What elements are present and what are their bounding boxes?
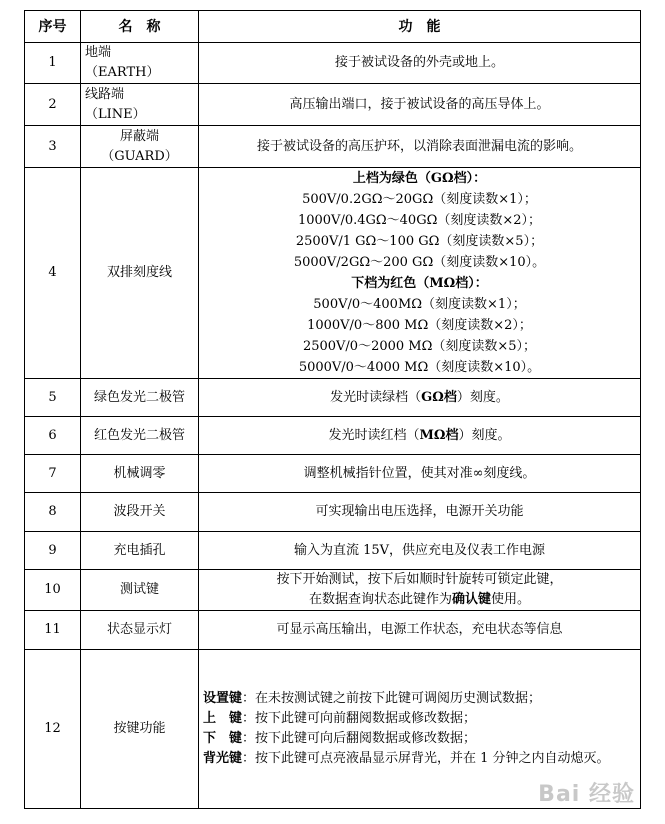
lower-scale-line: 2500V/0～2000 MΩ（刻度读数×5）； (302, 339, 537, 354)
lower-scale-title: 下档为红色（MΩ档）： (351, 276, 488, 291)
row-name: 屏蔽端 （GUARD） (81, 126, 199, 168)
row-name: 红色发光二极管 (81, 417, 199, 455)
row-func: 输入为直流 15V，供应充电及仪表工作电源 (199, 532, 641, 570)
row-no: 7 (25, 455, 81, 493)
row-func: 接于被试设备的外壳或地上。 (199, 43, 641, 84)
function-table (24, 10, 641, 809)
row-func: 可实现输出电压选择，电源开关功能 (199, 493, 641, 532)
upper-scale-line: 1000V/0.4GΩ～40GΩ（刻度读数×2）； (297, 213, 542, 228)
row-func: 可显示高压输出，电源工作状态，充电状态等信息 (199, 611, 641, 650)
row-name: 波段开关 (81, 493, 199, 532)
header-row (25, 11, 641, 43)
upper-scale-line: 500V/0.2GΩ～20GΩ（刻度读数×1）； (302, 192, 537, 207)
row-func: 调整机械指针位置，使其对准∞刻度线。 (199, 455, 641, 493)
row-no: 3 (25, 126, 81, 168)
upper-scale-line: 2500V/1 GΩ～100 GΩ（刻度读数×5）； (295, 234, 544, 249)
row-no: 1 (25, 43, 81, 84)
row-name: 充电插孔 (81, 532, 199, 570)
table-row (25, 84, 641, 126)
table-row (25, 611, 641, 650)
row-name: 地端 （EARTH） (81, 43, 199, 84)
table-row (25, 43, 641, 84)
header-name: 名 称 (81, 11, 199, 43)
table-row (25, 379, 641, 417)
table-row (25, 168, 641, 379)
row-func: 接于被试设备的高压护环，以消除表面泄漏电流的影响。 (199, 126, 641, 168)
row-name: 状态显示灯 (81, 611, 199, 650)
row-no: 2 (25, 84, 81, 126)
key-item: 上 键：按下此键可向前翻阅数据或修改数据； (203, 711, 477, 726)
row-name: 绿色发光二极管 (81, 379, 199, 417)
table-row (25, 493, 641, 532)
upper-scale-line: 5000V/2GΩ～200 GΩ（刻度读数×10）。 (293, 255, 546, 270)
row-no: 8 (25, 493, 81, 532)
row-no: 12 (25, 650, 81, 809)
row-func: 发光时读红档（MΩ档）刻度。 (199, 417, 641, 455)
table-row (25, 417, 641, 455)
row-func: 高压输出端口，接于被试设备的高压导体上。 (199, 84, 641, 126)
row-name: 机械调零 (81, 455, 199, 493)
key-item: 设置键：在未按测试键之前按下此键可调阅历史测试数据； (203, 691, 542, 706)
key-item: 下 键：按下此键可向后翻阅数据或修改数据； (203, 731, 477, 746)
row-no: 10 (25, 570, 81, 611)
row-no: 6 (25, 417, 81, 455)
table-row (25, 455, 641, 493)
table-row (25, 126, 641, 168)
row-name: 测试键 (81, 570, 199, 611)
row-name: 双排刻度线 (81, 168, 199, 379)
scale-lines (199, 168, 641, 379)
header-no: 序号 (25, 11, 81, 43)
lower-scale-line: 1000V/0～800 MΩ（刻度读数×2）； (307, 318, 532, 333)
row-no: 5 (25, 379, 81, 417)
row-no: 9 (25, 532, 81, 570)
row-no: 4 (25, 168, 81, 379)
lower-scale-line: 5000V/0～4000 MΩ（刻度读数×10）。 (298, 360, 541, 375)
row-func: 发光时读绿档（GΩ档）刻度。 (199, 379, 641, 417)
row-func: 按下开始测试，按下后如顺时针旋转可锁定此键， 在数据查询状态此键作为确认键使用。 (199, 570, 641, 611)
lower-scale-line: 500V/0～400MΩ（刻度读数×1）； (313, 297, 526, 312)
baidu-watermark: Bai 经验 (538, 782, 635, 807)
table-row (25, 570, 641, 611)
row-no: 11 (25, 611, 81, 650)
row-name: 按键功能 (81, 650, 199, 809)
row-name: 线路端 （LINE） (81, 84, 199, 126)
header-func: 功 能 (199, 11, 641, 43)
upper-scale-title: 上档为绿色（GΩ档）： (352, 171, 487, 186)
key-item: 背光键：按下此键可点亮液晶显示屏背光，并在 1 分钟之内自动熄灭。 (203, 751, 610, 766)
table-row (25, 532, 641, 570)
